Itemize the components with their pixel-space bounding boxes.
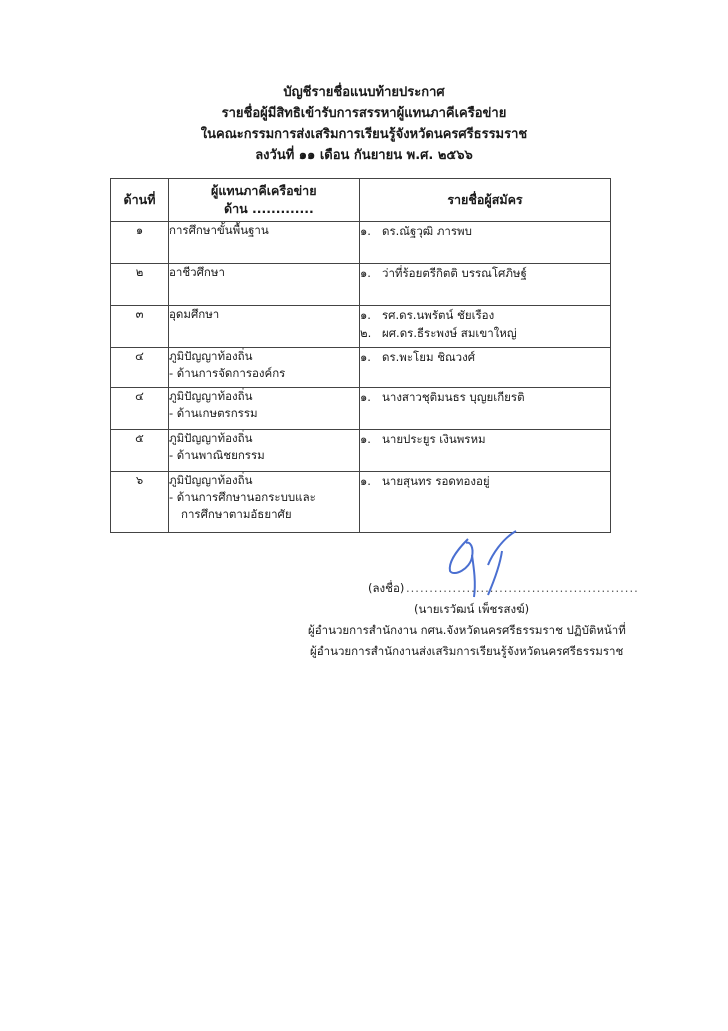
col-header-no: ด้านที่	[111, 179, 169, 222]
applicant-name: นายสุนทร รอดทองอยู่	[382, 474, 490, 488]
table-row	[111, 348, 611, 388]
document-header	[0, 82, 728, 166]
rep-title: การศึกษาขั้นพื้นฐาน	[169, 223, 269, 237]
table-row	[111, 264, 611, 306]
row-no: ๓	[111, 306, 169, 348]
rep-subtitle: - ด้านการจัดการองค์กร	[169, 366, 286, 380]
row-applicants	[360, 430, 611, 472]
applicant-name: ผศ.ดร.ธีระพงษ์ สมเขาใหญ่	[382, 326, 517, 340]
applicant-item	[360, 430, 610, 448]
header-line-1: บัญชีรายชื่อแนบท้ายประกาศ	[283, 85, 445, 100]
table-row	[111, 306, 611, 348]
col-header-applicants: รายชื่อผู้สมัคร	[360, 179, 611, 222]
header-line-2: รายชื่อผู้มีสิทธิเข้ารับการสรรหาผู้แทนภาคีเครือข่าย	[221, 106, 507, 121]
signer-name: (นายเรวัฒน์ เพ็ชรสงฆ์)	[414, 602, 530, 616]
applicant-item	[360, 472, 610, 490]
applicant-name: ดร.ณัฐวุฒิ ภารพบ	[382, 224, 472, 238]
signature-line: ..................................................	[406, 581, 639, 595]
signer-position-1: ผู้อำนวยการสำนักงาน กศน.จังหวัดนครศรีธรรมราช ปฏิบัติหน้าที่	[308, 623, 626, 637]
applicant-name: นายประยูร เงินพรหม	[382, 432, 486, 446]
applicant-item	[360, 388, 610, 406]
row-applicants	[360, 222, 611, 264]
row-no: ๕	[111, 430, 169, 472]
row-applicants	[360, 264, 611, 306]
applicant-number: ๒.	[360, 326, 372, 340]
rep-title: อุดมศึกษา	[169, 307, 220, 321]
applicant-name: ดร.พะโยม ชิณวงศ์	[382, 350, 476, 364]
table-row	[111, 388, 611, 430]
applicant-item	[360, 324, 610, 342]
applicant-name: รศ.ดร.นพรัตน์ ชัยเรือง	[382, 308, 495, 322]
applicant-number: ๑.	[360, 474, 371, 488]
col-header-representative	[169, 179, 360, 222]
signature-stroke	[450, 539, 473, 573]
rep-title: ภูมิปัญญาท้องถิ่น	[169, 431, 253, 445]
table-row	[111, 430, 611, 472]
row-representative	[169, 222, 360, 264]
table-row	[111, 222, 611, 264]
applicant-number: ๑.	[360, 350, 371, 364]
header-line-4: ลงวันที่ ๑๑ เดือน กันยายน พ.ศ. ๒๕๖๖	[255, 148, 473, 163]
applicant-number: ๑.	[360, 390, 371, 404]
applicant-table	[110, 178, 611, 533]
applicant-number: ๑.	[360, 432, 371, 446]
row-applicants	[360, 472, 611, 533]
rep-title: ภูมิปัญญาท้องถิ่น	[169, 349, 253, 363]
applicant-number: ๑.	[360, 266, 371, 280]
header-line-3: ในคณะกรรมการส่งเสริมการเรียนรู้จังหวัดนครศรีธรรมราช	[200, 127, 528, 142]
rep-subtitle: - ด้านพาณิชยกรรม	[169, 448, 265, 462]
row-no: ๖	[111, 472, 169, 533]
rep-title: ภูมิปัญญาท้องถิ่น	[169, 389, 253, 403]
row-no: ๔	[111, 348, 169, 388]
row-representative	[169, 388, 360, 430]
row-no: ๑	[111, 222, 169, 264]
rep-title: อาชีวศึกษา	[169, 265, 225, 279]
applicant-name: ว่าที่ร้อยตรีกิตติ บรรณโศภิษฐ์	[382, 266, 527, 280]
rep-subtitle: - ด้านการศึกษานอกระบบและ	[169, 490, 316, 504]
row-applicants	[360, 388, 611, 430]
row-no: ๒	[111, 264, 169, 306]
col-header-rep-line1: ผู้แทนภาคีเครือข่าย	[211, 183, 317, 198]
row-applicants	[360, 306, 611, 348]
table-header-row	[111, 179, 611, 222]
applicant-item	[360, 264, 610, 282]
row-representative	[169, 348, 360, 388]
applicant-item	[360, 222, 610, 240]
applicant-name: นางสาวชุติมนธร บุญยเกียรติ	[382, 390, 525, 404]
row-no: ๔	[111, 388, 169, 430]
applicant-item	[360, 348, 610, 366]
row-representative	[169, 264, 360, 306]
row-applicants	[360, 348, 611, 388]
signer-position-2: ผู้อำนวยการสำนักงานส่งเสริมการเรียนรู้จังหวัดนครศรีธรรมราช	[310, 644, 624, 658]
table-row	[111, 472, 611, 533]
row-representative	[169, 472, 360, 533]
row-representative	[169, 306, 360, 348]
rep-title: ภูมิปัญญาท้องถิ่น	[169, 473, 253, 487]
col-header-rep-line2: ด้าน .............	[224, 201, 314, 216]
rep-subtitle: - ด้านเกษตรกรรม	[169, 406, 258, 420]
rep-subtitle-cont: การศึกษาตามอัธยาศัย	[181, 507, 292, 521]
row-representative	[169, 430, 360, 472]
signature-label: (ลงชื่อ)	[368, 581, 405, 595]
applicant-item	[360, 306, 610, 324]
applicant-number: ๑.	[360, 308, 371, 322]
applicant-number: ๑.	[360, 224, 371, 238]
